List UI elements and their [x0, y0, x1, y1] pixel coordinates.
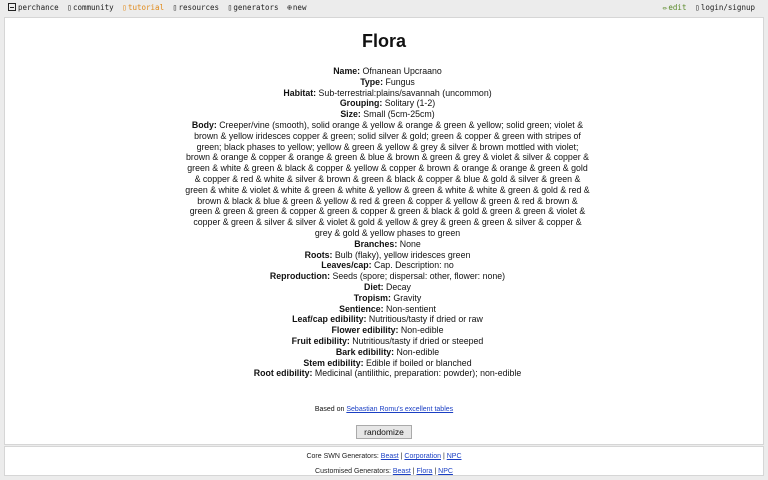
detail-row — [185, 368, 590, 379]
detail-value: Fungus — [383, 76, 415, 87]
core-corporation-link[interactable]: Corporation — [404, 453, 441, 460]
detail-label: Body: — [191, 119, 217, 130]
detail-row — [185, 66, 590, 77]
detail-value: Creeper/vine (smooth), solid orange & yellow & orange & green & yellow; solid green; violet & brown & yellow iridesces copper & green; solid silver & gold; green & copper & green with stripes of green; black phases to yellow; yellow & green & yellow & grey & silver & brown mottled with violet; brown & orange & copper & orange & green & blue & brown & green & grey & violet & silver & copper & green & white & green & black & copper & yellow & copper & brown & orange & orange & green & gold & copper & red & white & silver & brown & green & black & copper & blue & gold & silver & green & green & white & violet & white & green & white & yellow & green & white & white & green & gold & red & brown & black & blue & green & yellow & red & green & copper & yellow & green & red & brown & green & green & green & copper & green & copper & green & black & gold & green & green & violet & copper & green & silver & silver & violet & gold & yellow & grey & green & green & silver & copper & grey & gold & yellow phases to green — [185, 119, 590, 238]
detail-row — [185, 239, 590, 250]
footer — [4, 446, 764, 476]
detail-value: Ofnanean Upcraano — [360, 66, 442, 76]
detail-value: Seeds (spore; dispersal: other, flower: none) — [330, 271, 506, 282]
nav-login[interactable] — [695, 0, 755, 16]
detail-label: Sentience: — [339, 303, 384, 314]
detail-label: Leaf/cap edibility: — [292, 314, 367, 325]
detail-label: Bark edibility: — [335, 346, 395, 357]
grid-icon: ▯ — [227, 3, 233, 12]
detail-value: None — [397, 238, 421, 249]
nav-brand[interactable] — [8, 0, 59, 16]
detail-row — [185, 109, 590, 120]
detail-label: Size: — [340, 109, 361, 120]
detail-row — [185, 325, 590, 336]
link-separator: | — [398, 453, 405, 460]
pencil-icon: ✏ — [662, 3, 668, 12]
custom-flora-link[interactable]: Flora — [416, 468, 433, 475]
detail-value: Decay — [383, 281, 411, 292]
detail-row — [185, 271, 590, 282]
randomize-button[interactable]: randomize — [356, 425, 412, 439]
page-title: Flora — [361, 31, 406, 51]
book-icon: ▯ — [172, 3, 178, 12]
chat-icon: ▯ — [67, 3, 72, 12]
nav-community[interactable] — [67, 0, 113, 16]
credit-link[interactable]: Sebastian Romu's excellent tables — [346, 406, 454, 413]
detail-value: Non-edible — [394, 346, 440, 357]
nav-generators[interactable] — [228, 0, 279, 16]
plus-circle-icon: ⊕ — [287, 3, 292, 12]
core-beast-link[interactable]: Beast — [380, 453, 399, 460]
custom-npc-link[interactable]: NPC — [438, 468, 453, 475]
link-separator: | — [441, 453, 447, 460]
detail-label: Type: — [360, 76, 383, 87]
detail-label: Habitat: — [283, 87, 317, 98]
detail-label: Reproduction: — [269, 271, 331, 282]
top-nav — [0, 0, 768, 16]
nav-new[interactable] — [287, 0, 306, 16]
detail-row — [185, 260, 590, 271]
detail-row — [185, 293, 590, 304]
detail-row — [185, 336, 590, 347]
detail-label: Branches: — [354, 238, 398, 249]
detail-value: Nutritious/tasty if dried or raw — [366, 314, 483, 325]
user-icon: ▯ — [694, 3, 700, 12]
nav-login-label: login/signup — [700, 3, 755, 12]
detail-row — [185, 88, 590, 99]
nav-edit[interactable] — [663, 0, 687, 16]
detail-label: Roots: — [304, 249, 333, 260]
detail-value: Gravity — [390, 292, 422, 303]
detail-row — [185, 120, 590, 239]
detail-value: Cap. Description: no — [371, 260, 454, 271]
core-npc-link[interactable]: NPC — [446, 453, 462, 460]
detail-label: Root edibility: — [253, 368, 313, 379]
nav-community-label: community — [72, 3, 114, 12]
detail-value: Non-sentient — [383, 303, 436, 314]
detail-label: Name: — [333, 66, 361, 76]
nav-resources[interactable] — [173, 0, 219, 16]
core-generators-line — [5, 453, 763, 460]
nav-resources-label: resources — [178, 3, 220, 12]
detail-value: Nutritious/tasty if dried or steeped — [349, 335, 484, 346]
nav-tutorial[interactable] — [122, 0, 164, 16]
core-prefix: Core SWN Generators: — [306, 453, 381, 460]
detail-value: Non-edible — [398, 325, 444, 336]
detail-label: Stem edibility: — [303, 357, 364, 368]
detail-value: Small (5cm-25cm) — [360, 109, 435, 120]
generator-output-card — [4, 17, 764, 445]
detail-row — [185, 77, 590, 88]
custom-prefix: Customised Generators: — [315, 468, 393, 475]
detail-row — [185, 347, 590, 358]
credit-line — [5, 406, 763, 413]
detail-value: Bulb (flaky), yellow iridesces green — [332, 249, 471, 260]
detail-label: Diet: — [364, 281, 384, 292]
detail-label: Grouping: — [339, 98, 383, 109]
detail-label: Tropism: — [353, 292, 391, 303]
perchance-logo-icon — [8, 3, 16, 11]
detail-row — [185, 314, 590, 325]
nav-generators-label: generators — [233, 3, 279, 12]
flora-details — [185, 66, 590, 379]
detail-row — [185, 250, 590, 261]
nav-tutorial-label: tutorial — [127, 3, 165, 12]
credit-prefix: Based on — [314, 406, 347, 413]
detail-label: Flower edibility: — [331, 325, 399, 336]
custom-generators-line — [5, 468, 763, 475]
detail-row — [185, 358, 590, 369]
detail-value: Sub-terrestrial:plains/savannah (uncommon) — [316, 87, 492, 98]
detail-label: Fruit edibility: — [291, 335, 350, 346]
detail-value: Edible if boiled or blanched — [363, 357, 472, 368]
nav-edit-label: edit — [668, 3, 687, 12]
link-separator: | — [432, 468, 439, 475]
detail-value: Solitary (1-2) — [382, 98, 436, 109]
custom-beast-link[interactable]: Beast — [392, 468, 411, 475]
detail-label: Leaves/cap: — [321, 260, 372, 271]
detail-value: Medicinal (antilithic, preparation: powder); non-edible — [312, 368, 522, 379]
detail-row — [185, 282, 590, 293]
nav-new-label: new — [292, 3, 307, 12]
detail-row — [185, 304, 590, 315]
link-separator: | — [410, 468, 417, 475]
detail-row — [185, 98, 590, 109]
nav-brand-label: perchance — [18, 3, 59, 12]
book-icon: ▯ — [122, 3, 127, 12]
